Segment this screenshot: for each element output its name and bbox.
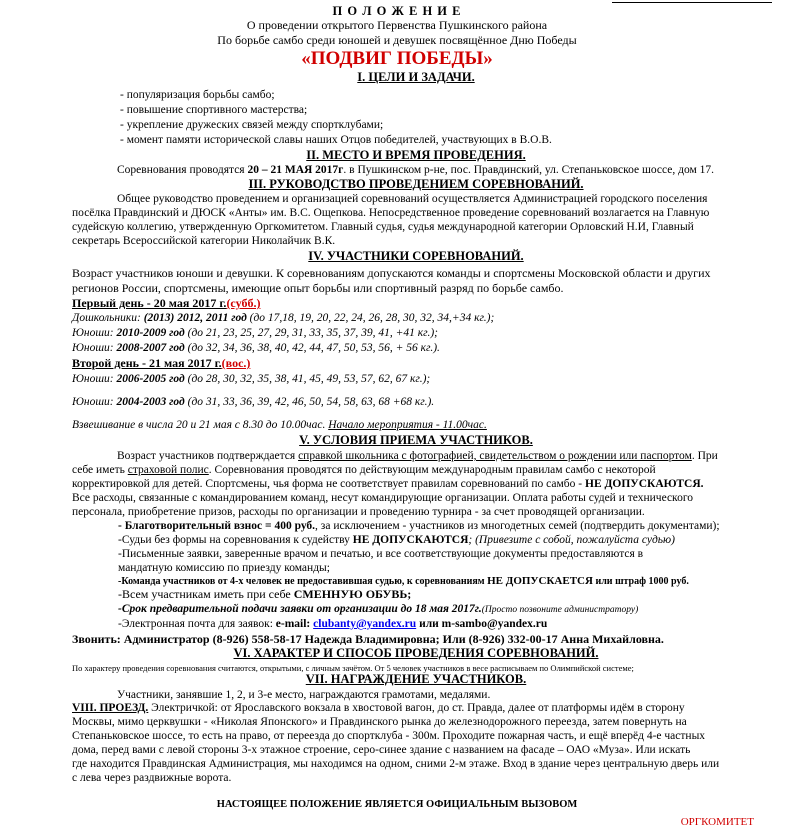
age-group-row	[72, 395, 434, 410]
email-label: e-mail:	[275, 618, 314, 630]
management-line: судейскую коллегию, утвержденную Оргкомитетом. Главный судья, судья международной категории Орловский Н.И, Главный	[72, 221, 694, 233]
header-line-2: По борьбе самбо среди юношей и девушек посвящённое Дню Победы	[217, 33, 577, 47]
shoes-rule	[118, 587, 411, 602]
judges-note: ; (Привезите с собой, пожалуйста судью)	[468, 534, 675, 546]
conditions-line	[72, 463, 656, 478]
age-group-label: Юноши:	[72, 396, 117, 408]
weigh-in-text: Взвешивание в числа 20 и 21 мая с 8.30 до 10.00час.	[72, 419, 329, 431]
section-5-heading: V. УСЛОВИЯ ПРИЕМА УЧАСТНИКОВ.	[299, 433, 533, 447]
directions-line: Москвы, мимо церквушки - «Николая Японского» и Правдинского рынка до железнодорожного переезда, затем повернуть на	[72, 716, 687, 728]
conditions-text: . При	[691, 450, 718, 462]
age-group-weights: (до 32, 34, 36, 38, 40, 42, 44, 47, 50, 53, 56, + 56 кг.).	[184, 342, 440, 354]
directions-first-line	[72, 701, 685, 716]
age-group-row	[72, 341, 440, 356]
age-group-years: (2013) 2012, 2011 год	[143, 312, 247, 324]
header-line-1: О проведении открытого Первенства Пушкинского района	[246, 18, 548, 32]
directions-line: дома, перед вами с левой стороны 3-х этажное строение, серо-синее здание с названием на фасаде – ОАО «Муза». Или искать	[72, 744, 691, 756]
section-7-heading: VII. НАГРАЖДЕНИЕ УЧАСТНИКОВ.	[305, 672, 527, 686]
conditions-text: . Соревнования проводятся по действующим международным правилам самбо с некоторой	[208, 464, 656, 476]
age-group-years: 2006-2005 год	[116, 373, 185, 385]
venue-date-text	[117, 163, 714, 178]
age-group-years: 2008-2007 год	[116, 342, 185, 354]
venue-text-pre: Соревнования проводятся	[117, 164, 248, 176]
conditions-text: себе иметь	[72, 464, 128, 476]
directions-text: Электричкой: от Ярославского вокзала в хвостовой вагон, до ст. Правда, далее от платформы идём в сторону	[148, 702, 685, 714]
conditions-text: Возраст участников подтверждается	[117, 450, 299, 462]
section-4-heading: IV. УЧАСТНИКИ СОРЕВНОВАНИЙ.	[308, 249, 524, 263]
deadline-rule	[118, 602, 638, 618]
age-group-label: Юноши:	[72, 373, 117, 385]
section-1-heading: I. ЦЕЛИ И ЗАДАЧИ.	[357, 70, 475, 84]
age-group-label: Юноши:	[72, 342, 117, 354]
management-line: секретарь Всероссийской категории Николайчик В.К.	[72, 235, 336, 247]
email-link-msambo[interactable]: m-sambo@yandex.ru	[441, 618, 548, 630]
age-group-label: Дошкольники:	[72, 312, 144, 324]
venue-text-post: . в Пушкинском р-не, пос. Правдинский, ул. Степаньковское шоссе, дом 17.	[343, 164, 715, 176]
directions-line: с лева через раздвижные ворота.	[72, 772, 232, 784]
not-admitted-notice: НЕ ДОПУСКАЮТСЯ.	[585, 478, 704, 490]
email-link-clubanty[interactable]: clubanty@yandex.ru	[313, 618, 417, 630]
teams-fine: или штраф 1000 руб.	[592, 576, 689, 587]
goal-item: - момент памяти исторической славы наших Отцов победителей, участвующих в В.О.В.	[120, 134, 552, 146]
email-line	[118, 617, 547, 632]
management-line: Общее руководство проведением и организацией соревнований осуществляется Администрацией городского поселения	[117, 193, 708, 205]
age-group-years: 2010-2009 год	[116, 327, 185, 339]
applications-rule: -Письменные заявки, заверенные врачом и печатью, и все соответствующие документы предоставляются в	[118, 548, 644, 560]
directions-line: где находится Правдинская Администрация, мы находимся на одном, сними 2-м этаже. Вход в здание через центральную дверь или	[72, 758, 720, 770]
deadline-text: -Срок предварительной подачи заявки от организации до 18 мая 2017г.	[118, 603, 482, 615]
start-time: Начало мероприятия - 11.00час.	[328, 419, 487, 431]
event-name: «ПОДВИГ ПОБЕДЫ»	[301, 48, 493, 69]
day-2-label	[72, 356, 250, 371]
change-shoes: СМЕННУЮ ОБУВЬ;	[293, 587, 412, 601]
entry-fee-exception: , за исключением - участников из многодетных семей (подтвердить документами);	[315, 520, 720, 532]
age-group-row	[72, 311, 494, 326]
age-group-weights: (до 31, 33, 36, 39, 42, 46, 50, 54, 58, 63, 68 +68 кг.).	[184, 396, 435, 408]
age-group-years: 2004-2003 год	[116, 396, 185, 408]
insurance-policy: страховой полис	[127, 464, 209, 476]
teams-not-admitted: НЕ ДОПУСКАЕТСЯ	[487, 575, 593, 587]
judges-rule	[118, 533, 675, 548]
email-intro: -Электронная почта для заявок:	[118, 618, 276, 630]
section-8-heading: VIII. ПРОЕЗД.	[72, 702, 149, 714]
awards-text: Участники, занявшие 1, 2, и 3-е место, награждаются грамотами, медалями.	[117, 689, 491, 701]
age-documents: справкой школьника с фотографией, свидетельством о рождении или паспортом	[298, 450, 692, 462]
conditions-line: Все расходы, связанные с командированием команд, несут командирующие организации. Оплата работы судей и технического	[72, 492, 693, 504]
section-3-heading: III. РУКОВОДСТВО ПРОВЕДЕНИЕМ СОРЕВНОВАНИЙ.	[248, 177, 584, 191]
goal-item: - повышение спортивного мастерства;	[120, 104, 308, 116]
participants-intro: регионов России, спортсмены, имеющие опыт борьбы или спортивный разряд по борьбе самбо.	[72, 281, 564, 295]
email-or: или	[416, 618, 442, 630]
judges-text: -Судьи без формы на соревнования к судейству	[118, 534, 353, 546]
day-2-date: Второй день - 21 мая 2017 г.	[72, 356, 222, 370]
document-title: П О Л О Ж Е Н И Е	[332, 4, 462, 18]
participants-intro: Возраст участников юноши и девушки. К соревнованиям допускаются команды и спортсмены Московской области и других	[72, 266, 711, 280]
conditions-line	[117, 449, 718, 464]
directions-line: Степаньковское шоссе, то есть на право, от переезда до спортклуба - 300м. Проходите пожарная часть, и ещё вперёд 4-е частных	[72, 730, 706, 742]
weigh-in-schedule	[72, 418, 487, 433]
age-group-row	[72, 372, 430, 387]
conditions-text: корректировкой для детей. Спортсмены, чья форма не соответствует правилам соревнований по самбо -	[72, 478, 585, 490]
section-6-heading: VI. ХАРАКТЕР И СПОСОБ ПРОВЕДЕНИЯ СОРЕВНОВАНИЙ.	[233, 646, 599, 660]
age-group-weights: (до 21, 23, 25, 27, 29, 31, 33, 35, 37, 39, 41, +41 кг.);	[184, 327, 439, 339]
applications-rule: мандатную комиссию по приезду команды;	[118, 562, 330, 574]
conditions-line: персонала, приобретение призов, расходы по организации и проведению турнира - за счет проводящей организации.	[72, 506, 645, 518]
section-2-heading: II. МЕСТО И ВРЕМЯ ПРОВЕДЕНИЯ.	[306, 148, 526, 162]
teams-text: -Команда участников от 4-х человек не предоставившая судью, к соревнованиям	[118, 576, 488, 587]
deadline-note: (Просто позвоните администратору)	[481, 605, 639, 615]
top-right-rule	[612, 2, 772, 3]
age-group-weights: (до 28, 30, 32, 35, 38, 41, 45, 49, 53, 57, 62, 67 кг.);	[184, 373, 431, 385]
competition-dates: 20 – 21 МАЯ 2017г	[247, 164, 344, 176]
goal-item: - укрепление дружеских связей между спортклубами;	[120, 119, 384, 131]
conditions-line	[72, 477, 704, 492]
age-group-weights: (до 17,18, 19, 20, 22, 24, 26, 28, 30, 32, 34,+34 кг.);	[246, 312, 495, 324]
shoes-text: -Всем участникам иметь при себе	[118, 587, 294, 601]
judges-not-admitted: НЕ ДОПУСКАЮТСЯ	[352, 534, 469, 546]
entry-fee-amount: - Благотворительный взнос = 400 руб.	[118, 520, 316, 532]
day-1-date: Первый день - 20 мая 2017 г.	[72, 296, 227, 310]
entry-fee	[118, 519, 720, 534]
age-group-label: Юноши:	[72, 327, 117, 339]
day-2-weekday: (вос.)	[221, 356, 251, 370]
day-1-label	[72, 296, 260, 311]
management-line: посёлка Правдинский и ДЮСК «Анты» им. В.С. Ощепкова. Непосредственное проведение соревнований возлагается на Главную	[72, 207, 710, 219]
contact-phones: Звонить: Администратор (8-926) 558-58-17 Надежда Владимировна; Или (8-926) 332-00-17 Анна Михайловна.	[72, 632, 664, 646]
official-invitation-notice: НАСТОЯЩЕЕ ПОЛОЖЕНИЕ ЯВЛЯЕТСЯ ОФИЦИАЛЬНЫМ ВЫЗОВОМ	[216, 799, 578, 810]
competition-format: По характеру проведения соревнования считаются, открытыми, с личным зачётом. От 5 человек участников в весе расписываем по Олимпийской системе;	[72, 663, 634, 673]
goal-item: - популяризация борьбы самбо;	[120, 89, 275, 101]
day-1-weekday: (субб.)	[226, 296, 261, 310]
age-group-row	[72, 326, 438, 341]
organizing-committee-signature: ОРГКОМИТЕТ	[680, 816, 754, 828]
